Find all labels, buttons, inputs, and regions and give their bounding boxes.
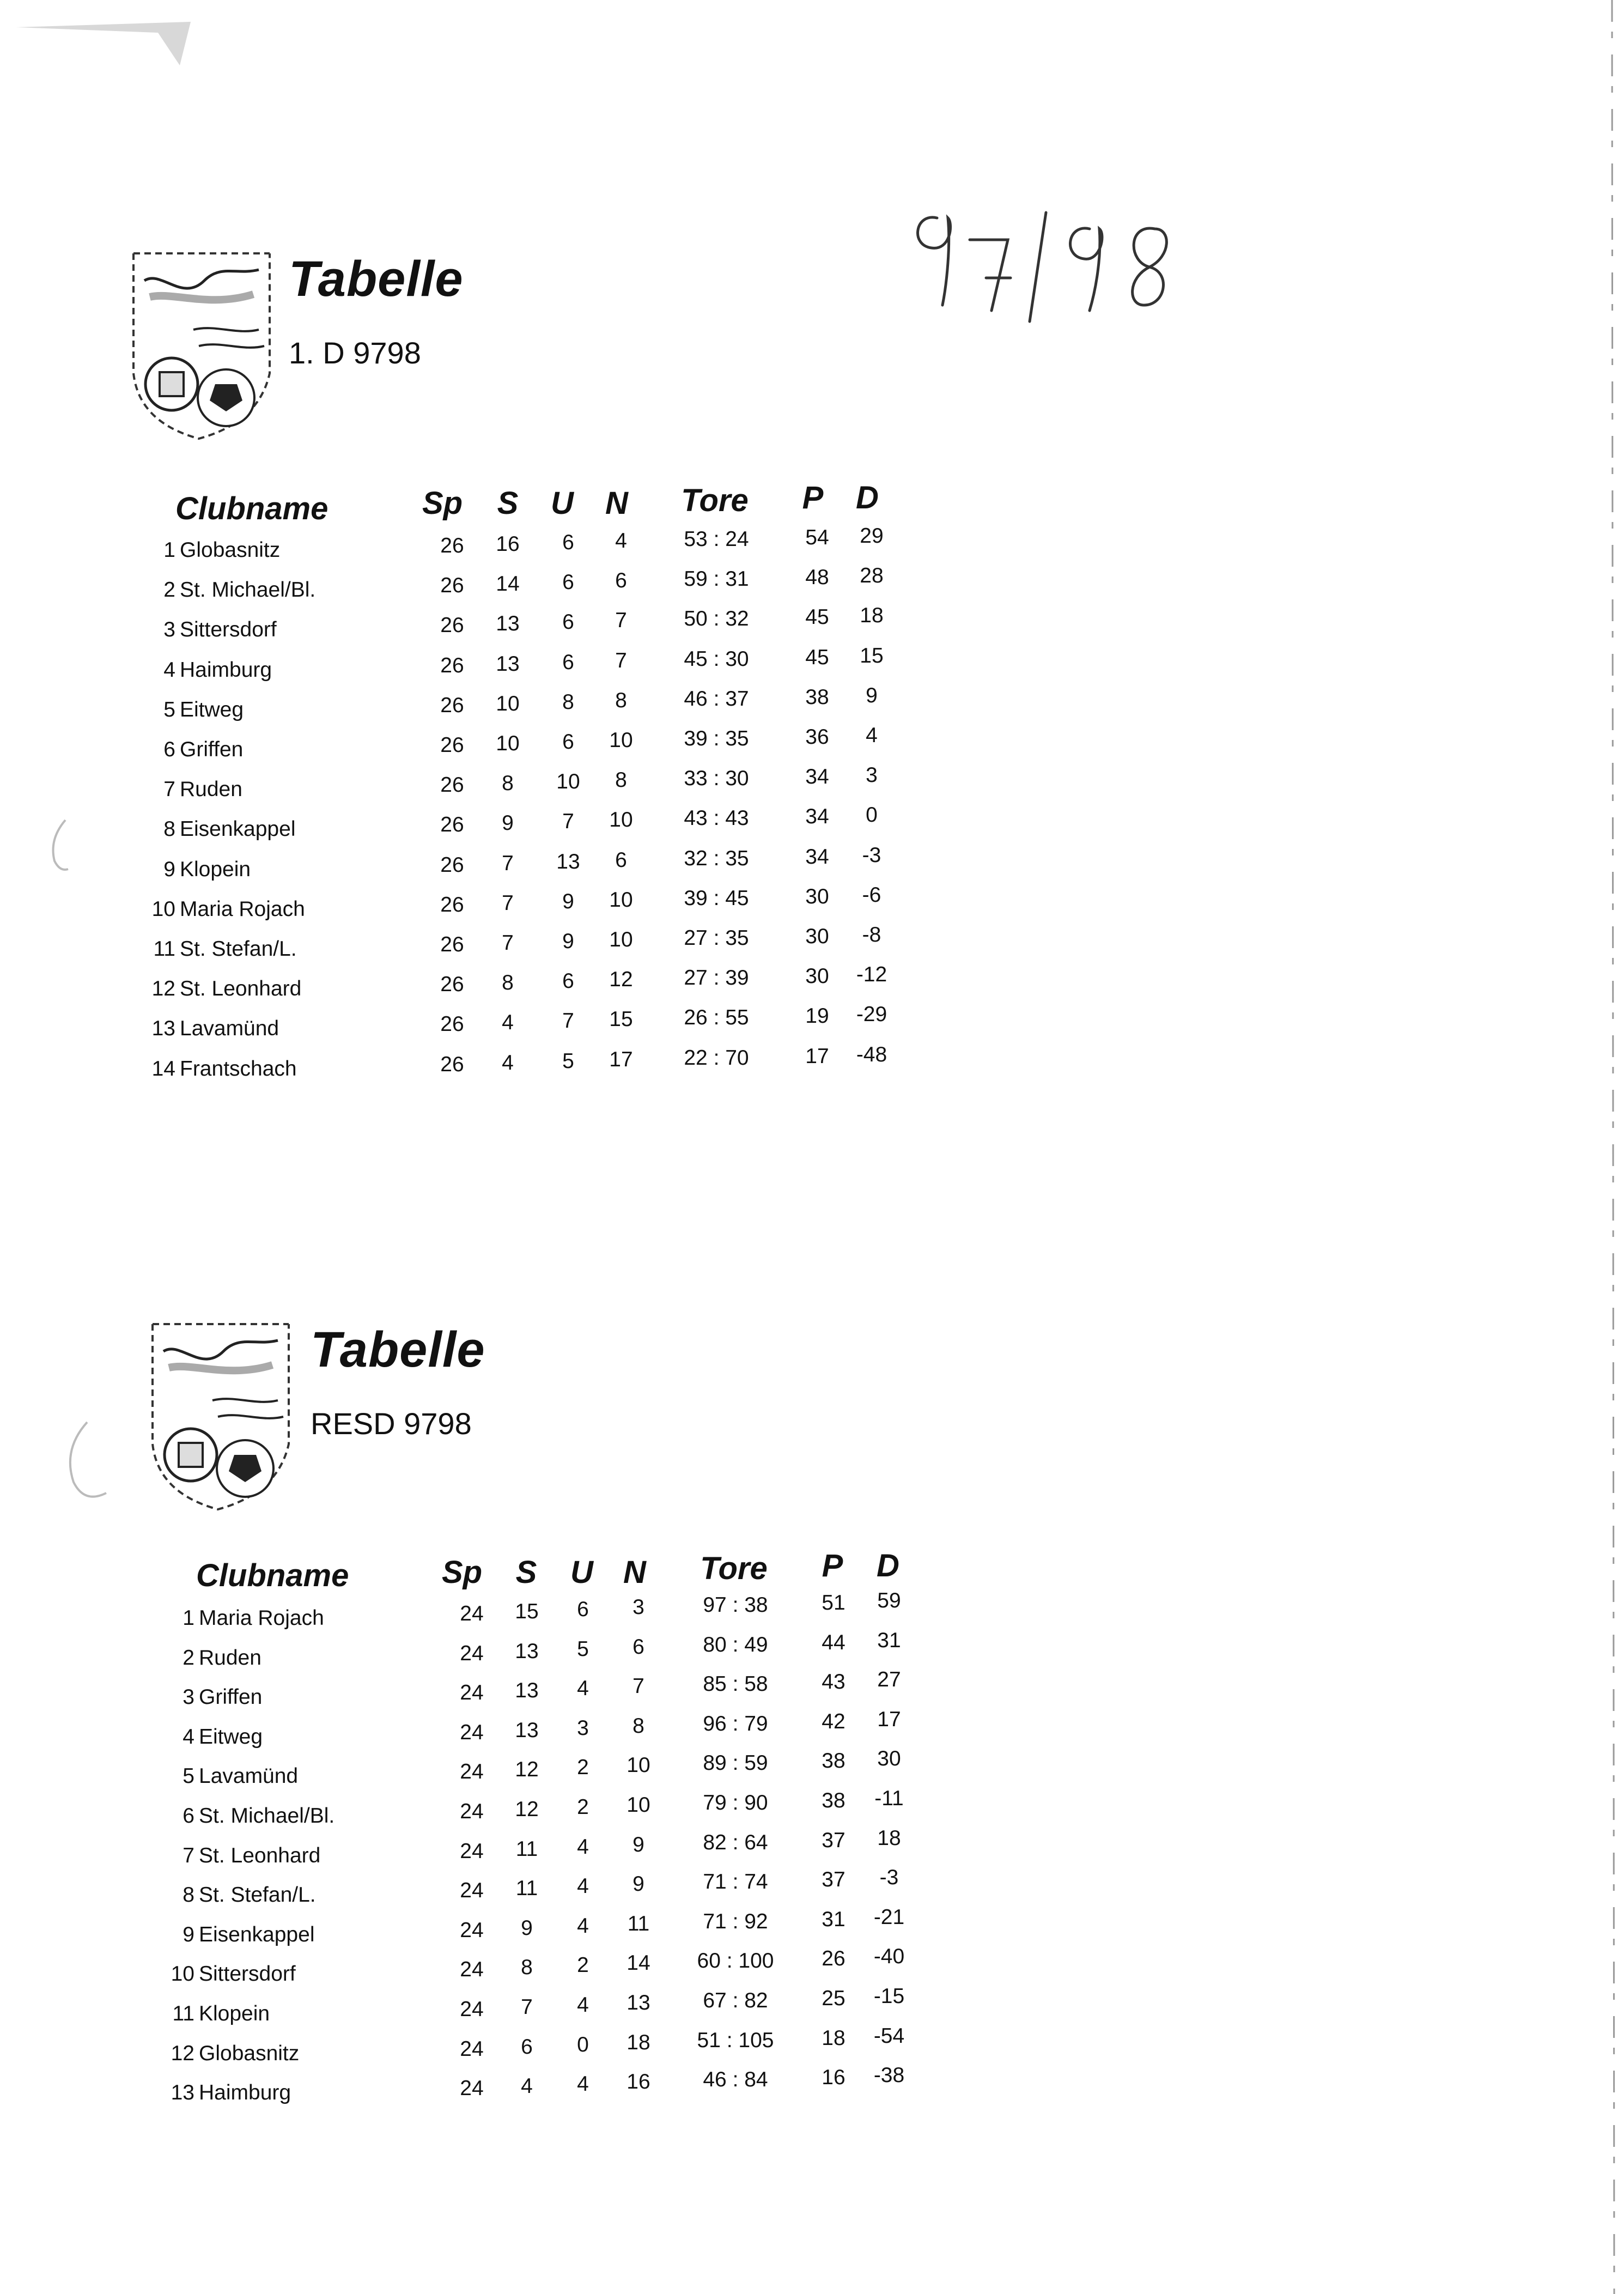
- scan-corner-shadow: [16, 22, 191, 65]
- row-sp: 24: [460, 1998, 484, 2021]
- row-rank: 1: [183, 1606, 194, 1630]
- row-n: 10: [609, 808, 633, 832]
- row-sp: 24: [460, 1839, 484, 1863]
- row-n: 17: [609, 1047, 633, 1071]
- row-rank: 7: [163, 778, 175, 802]
- row-d: 30: [877, 1747, 901, 1771]
- header-u: U: [570, 1555, 593, 1590]
- row-u: 5: [562, 1049, 574, 1073]
- row-s: 13: [515, 1679, 539, 1703]
- row-p: 34: [805, 765, 829, 789]
- row-u: 13: [556, 849, 580, 873]
- row-u: 3: [577, 1716, 589, 1740]
- row-p: 38: [822, 1749, 846, 1773]
- row-u: 6: [562, 571, 574, 594]
- row-sp: 26: [440, 853, 464, 877]
- row-d: 29: [860, 524, 884, 548]
- header-tore: Tore: [681, 483, 749, 518]
- row-tore: 43 : 43: [684, 806, 749, 830]
- row-d: -8: [862, 923, 881, 946]
- row-s: 4: [521, 2074, 533, 2098]
- row-n: 13: [627, 1991, 650, 2014]
- row-tore: 27 : 39: [684, 966, 749, 990]
- row-rank: 4: [183, 1725, 194, 1749]
- row-d: -38: [873, 2064, 905, 2087]
- row-rank: 1: [163, 538, 175, 562]
- row-s: 10: [496, 691, 520, 715]
- row-p: 51: [822, 1591, 846, 1615]
- row-n: 10: [609, 729, 633, 752]
- row-p: 30: [805, 964, 829, 988]
- header-s: S: [515, 1555, 537, 1590]
- row-tore: 26 : 55: [684, 1006, 749, 1030]
- row-u: 6: [562, 969, 574, 993]
- row-s: 13: [496, 612, 520, 636]
- punch-hole-mark: [54, 1417, 114, 1509]
- row-sp: 26: [440, 574, 464, 598]
- row-s: 11: [515, 1837, 538, 1861]
- row-n: 7: [632, 1674, 644, 1698]
- row-d: -54: [873, 2024, 905, 2048]
- row-u: 4: [577, 1993, 589, 2017]
- row-sp: 26: [440, 653, 464, 677]
- row-club-name: Griffen: [180, 738, 244, 761]
- row-club-name: St. Stefan/L.: [180, 937, 297, 961]
- row-p: 54: [805, 526, 829, 549]
- header-s: S: [497, 485, 519, 521]
- row-d: -40: [873, 1945, 905, 1969]
- row-u: 2: [577, 1953, 589, 1977]
- row-u: 7: [562, 1009, 574, 1033]
- row-club-name: Klopein: [199, 2002, 270, 2025]
- row-club-name: Ruden: [180, 778, 242, 802]
- row-club-name: Haimburg: [180, 658, 272, 682]
- row-n: 10: [609, 888, 633, 912]
- row-s: 13: [496, 652, 520, 676]
- row-d: 3: [866, 763, 878, 787]
- row-sp: 26: [440, 534, 464, 557]
- row-club-name: Ruden: [199, 1646, 261, 1670]
- page-title: Tabelle: [289, 251, 464, 307]
- row-s: 13: [515, 1718, 539, 1742]
- row-tore: 39 : 35: [684, 727, 749, 750]
- row-s: 6: [521, 2035, 533, 2059]
- kfv-logo-icon: [147, 1319, 294, 1515]
- row-s: 4: [502, 1051, 514, 1075]
- row-n: 8: [615, 768, 627, 792]
- page-title: Tabelle: [311, 1322, 485, 1377]
- row-n: 15: [609, 1008, 633, 1031]
- row-sp: 24: [460, 1681, 484, 1705]
- punch-hole-mark: [44, 817, 76, 877]
- row-s: 9: [502, 811, 514, 835]
- row-s: 14: [496, 572, 520, 596]
- header-p: P: [802, 480, 824, 515]
- row-d: -3: [862, 843, 881, 867]
- row-n: 9: [632, 1832, 644, 1856]
- row-u: 6: [562, 730, 574, 754]
- row-sp: 26: [440, 973, 464, 997]
- row-n: 12: [609, 968, 633, 992]
- row-rank: 2: [163, 578, 175, 602]
- row-sp: 24: [460, 2037, 484, 2061]
- row-tore: 46 : 84: [703, 2068, 768, 2092]
- row-club-name: Eitweg: [199, 1725, 263, 1749]
- row-sp: 26: [440, 1012, 464, 1036]
- row-d: -15: [873, 1985, 905, 2008]
- handwritten-season-note: [899, 196, 1204, 327]
- row-d: -3: [879, 1866, 899, 1890]
- row-p: 38: [822, 1789, 846, 1812]
- row-tore: 22 : 70: [684, 1046, 749, 1070]
- row-d: 0: [866, 803, 878, 827]
- row-u: 2: [577, 1795, 589, 1819]
- row-sp: 24: [460, 1720, 484, 1744]
- row-u: 6: [562, 531, 574, 554]
- row-club-name: St. Leonhard: [199, 1843, 321, 1867]
- row-n: 18: [627, 2030, 650, 2054]
- row-s: 13: [515, 1639, 539, 1663]
- row-p: 37: [822, 1828, 846, 1852]
- row-s: 8: [502, 971, 514, 995]
- row-club-name: Maria Rojach: [199, 1606, 324, 1630]
- row-tore: 60 : 100: [697, 1949, 774, 1973]
- row-tore: 82 : 64: [703, 1830, 768, 1854]
- row-club-name: Eisenkappel: [199, 1922, 315, 1946]
- row-rank: 6: [163, 738, 175, 761]
- row-n: 10: [627, 1753, 650, 1777]
- row-s: 12: [515, 1798, 539, 1821]
- row-tore: 96 : 79: [703, 1712, 768, 1735]
- row-n: 6: [632, 1635, 644, 1659]
- row-s: 15: [515, 1600, 539, 1623]
- row-p: 45: [805, 645, 829, 669]
- row-d: -12: [856, 963, 887, 987]
- row-tore: 80 : 49: [703, 1632, 768, 1656]
- row-sp: 24: [460, 2077, 484, 2101]
- row-sp: 26: [440, 893, 464, 917]
- row-club-name: Frantschach: [180, 1057, 297, 1081]
- row-rank: 11: [153, 937, 175, 961]
- row-d: -29: [856, 1003, 887, 1027]
- row-u: 4: [577, 2072, 589, 2096]
- row-d: 9: [866, 683, 878, 707]
- row-n: 6: [615, 569, 627, 593]
- row-n: 7: [615, 609, 627, 633]
- row-u: 4: [577, 1677, 589, 1701]
- row-u: 2: [577, 1756, 589, 1780]
- row-s: 16: [496, 532, 520, 556]
- row-sp: 24: [460, 1800, 484, 1823]
- row-p: 25: [822, 1987, 846, 2010]
- row-p: 17: [805, 1044, 829, 1068]
- table-subtitle: RESD 9798: [311, 1406, 472, 1441]
- row-tore: 89 : 59: [703, 1751, 768, 1775]
- row-tore: 45 : 30: [684, 647, 749, 671]
- row-n: 8: [615, 688, 627, 712]
- row-n: 14: [627, 1951, 650, 1975]
- row-club-name: Lavamünd: [180, 1017, 279, 1041]
- row-club-name: Eisenkappel: [180, 817, 296, 841]
- row-p: 34: [805, 805, 829, 829]
- row-rank: 7: [183, 1843, 194, 1867]
- row-rank: 12: [171, 2041, 194, 2065]
- row-s: 8: [521, 1956, 533, 1980]
- row-rank: 9: [163, 857, 175, 881]
- row-rank: 14: [151, 1057, 175, 1081]
- row-n: 4: [615, 529, 627, 553]
- row-club-name: Sittersdorf: [180, 618, 277, 642]
- row-u: 6: [562, 610, 574, 634]
- row-tore: 27 : 35: [684, 926, 749, 950]
- row-sp: 26: [440, 614, 464, 638]
- row-club-name: Haimburg: [199, 2081, 291, 2105]
- row-sp: 26: [440, 693, 464, 717]
- row-u: 7: [562, 810, 574, 834]
- row-rank: 8: [183, 1883, 194, 1907]
- row-rank: 4: [163, 658, 175, 682]
- row-u: 5: [577, 1637, 589, 1661]
- scan-edge-shadow: [1602, 0, 1624, 2294]
- row-p: 30: [805, 884, 829, 908]
- row-u: 9: [562, 889, 574, 913]
- row-rank: 12: [151, 977, 175, 1001]
- row-sp: 24: [460, 1918, 484, 1942]
- row-club-name: Globasnitz: [199, 2041, 300, 2065]
- row-s: 10: [496, 732, 520, 755]
- row-tore: 32 : 35: [684, 846, 749, 870]
- row-p: 45: [805, 605, 829, 629]
- row-rank: 11: [172, 2002, 194, 2025]
- row-rank: 6: [183, 1804, 194, 1828]
- row-p: 31: [822, 1907, 846, 1931]
- header-clubname: Clubname: [196, 1558, 349, 1593]
- header-p: P: [822, 1548, 843, 1583]
- row-p: 42: [822, 1709, 846, 1733]
- row-rank: 10: [171, 1962, 194, 1986]
- row-rank: 8: [163, 817, 175, 841]
- row-sp: 26: [440, 733, 464, 757]
- row-d: 31: [877, 1628, 901, 1652]
- row-d: 15: [860, 644, 884, 667]
- row-tore: 67 : 82: [703, 1989, 768, 2012]
- row-club-name: Maria Rojach: [180, 897, 305, 921]
- row-sp: 26: [440, 1052, 464, 1076]
- row-n: 10: [609, 928, 633, 951]
- row-club-name: Lavamünd: [199, 1764, 299, 1788]
- row-sp: 24: [460, 1958, 484, 1982]
- row-tore: 97 : 38: [703, 1593, 768, 1617]
- row-n: 16: [627, 2070, 650, 2094]
- row-p: 43: [822, 1670, 846, 1694]
- row-p: 38: [805, 685, 829, 709]
- header-n: N: [623, 1555, 646, 1590]
- header-n: N: [605, 485, 628, 521]
- row-club-name: St. Stefan/L.: [199, 1883, 316, 1907]
- row-p: 19: [805, 1004, 829, 1028]
- row-club-name: St. Michael/Bl.: [180, 578, 316, 602]
- row-d: 59: [877, 1589, 901, 1612]
- header-d: D: [877, 1548, 899, 1583]
- row-u: 4: [577, 1914, 589, 1938]
- row-s: 8: [502, 772, 514, 796]
- row-sp: 26: [440, 773, 464, 797]
- row-sp: 26: [440, 813, 464, 837]
- header-sp: Sp: [422, 485, 463, 521]
- row-club-name: St. Leonhard: [180, 977, 302, 1001]
- row-s: 7: [502, 851, 514, 875]
- row-club-name: Eitweg: [180, 697, 244, 721]
- row-n: 3: [632, 1595, 644, 1619]
- row-n: 8: [632, 1714, 644, 1738]
- row-tore: 71 : 74: [703, 1870, 768, 1894]
- row-sp: 24: [460, 1641, 484, 1665]
- row-tore: 46 : 37: [684, 687, 749, 711]
- row-u: 9: [562, 930, 574, 953]
- row-d: 17: [877, 1707, 901, 1731]
- row-tore: 39 : 45: [684, 886, 749, 910]
- row-club-name: Globasnitz: [180, 538, 281, 562]
- row-u: 0: [577, 2032, 589, 2056]
- row-tore: 59 : 31: [684, 567, 749, 591]
- row-d: 28: [860, 564, 884, 588]
- kfv-logo-icon: [128, 248, 275, 444]
- row-p: 18: [822, 2026, 846, 2050]
- row-u: 8: [562, 690, 574, 714]
- row-rank: 5: [183, 1764, 194, 1788]
- row-s: 12: [515, 1758, 539, 1782]
- row-d: -48: [856, 1042, 887, 1066]
- row-d: 4: [866, 724, 878, 747]
- row-d: -21: [873, 1905, 905, 1929]
- row-p: 44: [822, 1630, 846, 1654]
- row-club-name: Sittersdorf: [199, 1962, 296, 1986]
- row-p: 34: [805, 845, 829, 869]
- handwriting-97-98-icon: [899, 196, 1204, 327]
- row-u: 4: [577, 1835, 589, 1859]
- row-sp: 24: [460, 1602, 484, 1625]
- table-subtitle: 1. D 9798: [289, 336, 421, 370]
- row-d: -11: [874, 1787, 904, 1810]
- row-d: 18: [860, 604, 884, 628]
- row-s: 7: [521, 1995, 533, 2019]
- row-u: 6: [577, 1598, 589, 1621]
- row-d: 27: [877, 1668, 901, 1692]
- header-tore: Tore: [700, 1551, 768, 1586]
- row-rank: 13: [171, 2081, 194, 2105]
- row-u: 6: [562, 650, 574, 674]
- row-s: 11: [515, 1877, 538, 1901]
- row-p: 30: [805, 925, 829, 948]
- row-n: 10: [627, 1793, 650, 1817]
- row-d: -6: [862, 883, 881, 907]
- row-n: 9: [632, 1872, 644, 1896]
- row-club-name: St. Michael/Bl.: [199, 1804, 335, 1828]
- row-club-name: Klopein: [180, 857, 251, 881]
- row-tore: 85 : 58: [703, 1672, 768, 1696]
- row-s: 7: [502, 931, 514, 955]
- row-tore: 53 : 24: [684, 527, 749, 551]
- header-sp: Sp: [441, 1555, 483, 1590]
- row-u: 4: [577, 1874, 589, 1898]
- row-tore: 50 : 32: [684, 607, 749, 631]
- row-rank: 10: [151, 897, 175, 921]
- row-d: 18: [877, 1826, 901, 1850]
- row-p: 16: [822, 2066, 846, 2090]
- row-rank: 2: [183, 1646, 194, 1670]
- header-d: D: [856, 480, 879, 515]
- row-tore: 71 : 92: [703, 1909, 768, 1933]
- row-rank: 3: [163, 618, 175, 642]
- row-n: 6: [615, 848, 627, 872]
- row-sp: 26: [440, 933, 464, 956]
- row-p: 26: [822, 1947, 846, 1971]
- row-s: 4: [502, 1011, 514, 1035]
- row-tore: 51 : 105: [697, 2028, 774, 2052]
- row-p: 36: [805, 725, 829, 749]
- row-n: 11: [627, 1911, 650, 1935]
- row-s: 7: [502, 891, 514, 915]
- row-rank: 13: [151, 1017, 175, 1041]
- row-tore: 79 : 90: [703, 1791, 768, 1814]
- row-p: 37: [822, 1868, 846, 1892]
- header-clubname: Clubname: [175, 491, 329, 526]
- row-sp: 24: [460, 1879, 484, 1903]
- row-p: 48: [805, 566, 829, 590]
- header-u: U: [551, 485, 574, 521]
- row-rank: 3: [183, 1685, 194, 1709]
- row-club-name: Griffen: [199, 1685, 263, 1709]
- row-sp: 24: [460, 1760, 484, 1784]
- row-rank: 9: [183, 1922, 194, 1946]
- row-s: 9: [521, 1916, 533, 1940]
- row-n: 7: [615, 648, 627, 672]
- row-rank: 5: [163, 697, 175, 721]
- row-tore: 33 : 30: [684, 767, 749, 791]
- row-u: 10: [556, 770, 580, 794]
